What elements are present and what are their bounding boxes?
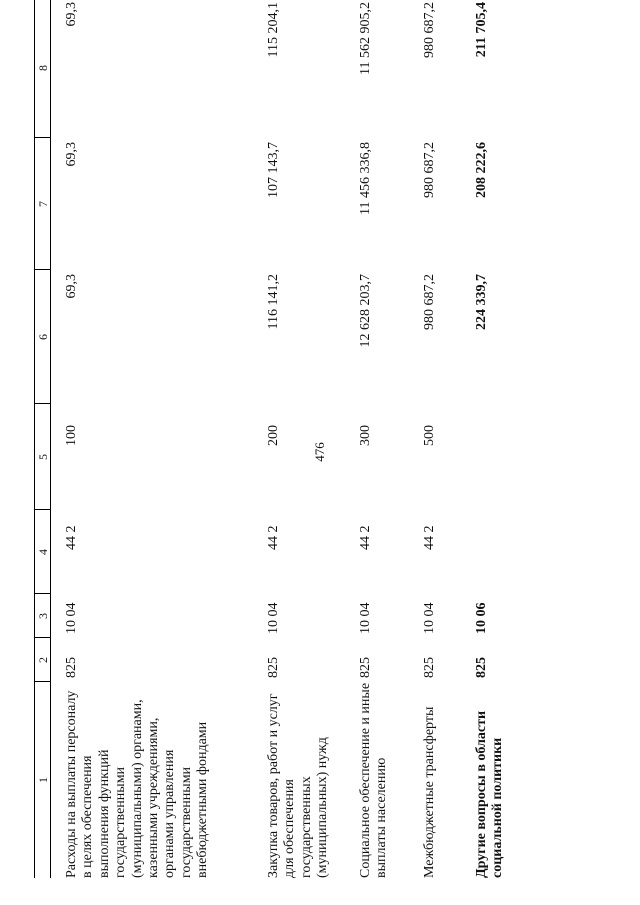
- row-c3: 10 04: [358, 602, 373, 634]
- header-col-5: 5: [36, 454, 50, 460]
- row-c8: 69,3: [64, 2, 79, 27]
- header-bottom-border: [50, 0, 51, 878]
- row-c8: 11 562 905,2: [358, 2, 373, 75]
- row-c7: 11 456 336,8: [358, 142, 373, 215]
- row-c5: 300: [358, 425, 373, 446]
- row-c7: 208 222,6: [474, 142, 489, 198]
- row-c6: 224 339,7: [474, 274, 489, 330]
- row-c5: 100: [64, 425, 79, 446]
- row-c4: 44 2: [358, 525, 373, 550]
- page-number: 476: [312, 442, 327, 462]
- header-col-3: 3: [36, 613, 50, 619]
- row-c7: 107 143,7: [266, 142, 281, 198]
- header-col-7: 7: [36, 201, 50, 207]
- row-c6: 12 628 203,7: [358, 274, 373, 348]
- row-c4: 44 2: [64, 525, 79, 550]
- row-name: Межбюджетные трансферты: [422, 706, 437, 878]
- row-c5: 200: [266, 425, 281, 446]
- row-name: Социальное обеспечение и иные выплаты населению: [358, 682, 390, 878]
- row-c4: 44 2: [422, 525, 437, 550]
- header-col-2: 2: [36, 657, 50, 663]
- header-col-8: 8: [36, 65, 50, 71]
- row-c2: 825: [64, 657, 79, 678]
- row-c3: 10 06: [474, 602, 489, 634]
- row-c3: 10 04: [64, 602, 79, 634]
- row-c2: 825: [474, 657, 489, 678]
- row-c6: 980 687,2: [422, 274, 437, 330]
- row-c8: 211 705,4: [474, 2, 489, 58]
- row-c3: 10 04: [266, 602, 281, 634]
- row-c6: 69,3: [64, 274, 79, 299]
- header-col-6: 6: [36, 334, 50, 340]
- row-c7: 980 687,2: [422, 142, 437, 198]
- row-c5: 500: [422, 425, 437, 446]
- row-c8: 115 204,1: [266, 2, 281, 58]
- row-c8: 980 687,2: [422, 2, 437, 58]
- budget-table: [34, 0, 614, 878]
- row-name: Другие вопросы в области социальной политики: [474, 710, 506, 878]
- row-name: Расходы на выплаты персоналу в целях обеспечения выполнения функций государственными (муниципальными) органами, казенными учреждениями, органами управления государственными внебюджетными фондами: [64, 690, 211, 878]
- row-c2: 825: [358, 657, 373, 678]
- table-top-border: [34, 0, 35, 878]
- header-col-4: 4: [36, 549, 50, 555]
- row-c3: 10 04: [422, 602, 437, 634]
- row-c4: 44 2: [266, 525, 281, 550]
- header-col-1: 1: [36, 777, 50, 783]
- row-c2: 825: [422, 657, 437, 678]
- row-c2: 825: [266, 657, 281, 678]
- row-name: Закупка товаров, работ и услуг для обеспечения государственных (муниципальных) нужд: [266, 693, 331, 878]
- row-c6: 116 141,2: [266, 274, 281, 330]
- row-c7: 69,3: [64, 142, 79, 167]
